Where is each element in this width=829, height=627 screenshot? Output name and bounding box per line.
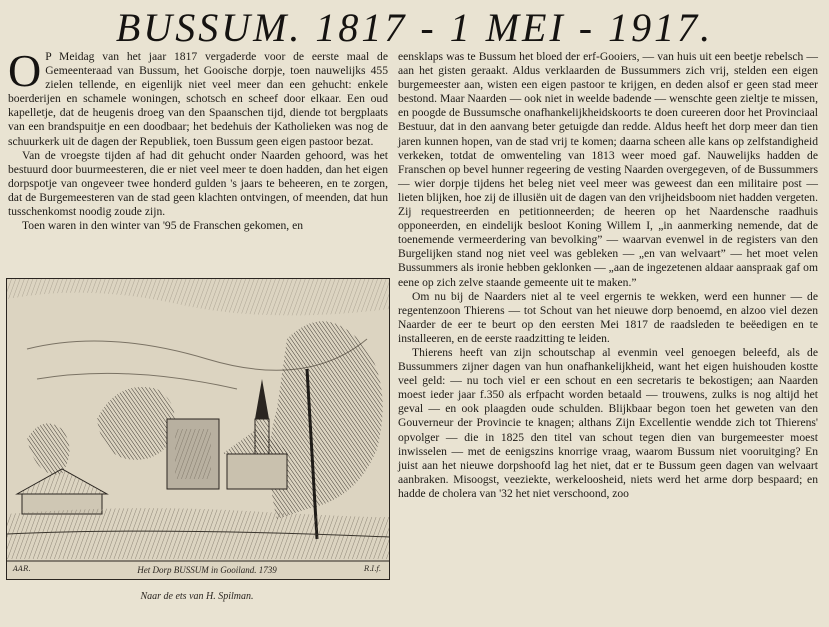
right-paragraph-1: eensklaps was te Bussum het bloed der erf-Gooiers, — van huis uit een beetje rebelsch — aan het gisten geraakt. Aldus verklaarden de Bussummers zich vrij, stelden een eigen burgemeester aan, wisten een eigen pastoor te krijgen, en deden alsof er geen stad meer bestond. Maar Naarden — ook niet in weelde badende — wenschte geen zieltje te missen, en poogde de Bussumsche onafhankelijkheidskoorts te doen cureeren door het Provinciaal Bestuur, dat in den aanvang beter getuigde dan redde. Aldus heeft het dorp meer dan tien jaren kunnen hopen, van de stad vrij te komen; daarna scheen alle kans op zelfstandigheid verkeken, totdat de omwenteling van 1813 weer moed gaf. Nauwelijks hadden de Franschen op bevel hunner regeering de vesting Naarden overgegeven, of de Bussummers — wier dorpje tijdens het beleg niet veel meer was geweest dan een militaire post — lieten blijken, hoe zij de illusiën uit de dagen van den vrijheidsboom niet hadden vergeten. Zij requestreerden en petitionneerden; de heeren op het Naardensche raadhuis opponeerden, en eindelijk besloot Koning Willem I, „in aanmerking nemende, dat de toenemende vermeerdering van bevolking” — waarvan evenwel in de registers van den Burgelijken stand nog niet veel was gebleken — „en van welvaart” — het moet velen Bussummers als ironie hebben geklonken — „aan de ingezetenen aldaar aanspraak gaf om eene op zich zelve staande gemeente uit te maken.”	[398, 50, 818, 289]
left-column	[8, 45, 388, 233]
etching-artist-mark: AAR.	[13, 565, 31, 573]
drop-cap: O	[8, 45, 42, 96]
paragraph-1-text: P Meidag van het jaar 1817 vergaderde voor de eerste maal de Gemeenteraad van Bussum, het Gooische dorpje, toen nauwelijks 455 zielen tellende, en eigenlijk niet veel meer dan een gehucht: enkele boerderijen en schamele woningen, schotsch en scheef door elkaar. Een oud kapelletje, dat de heugenis droeg van den Spaanschen tijd, diende tot bergplaats van een brandspuitje en een doodbaar; het bedehuis der Katholieken was nog de schuurkerk uit de dagen der Republiek, toen Bussum geen eigen pastoor bezat.	[8, 50, 388, 148]
etching-figure	[6, 278, 390, 580]
etching-engraver-mark: R.I.f.	[363, 565, 381, 573]
page-title: BUSSUM. 1817 - 1 MEI - 1917.	[115, 5, 714, 50]
paragraph-1	[8, 45, 388, 149]
figure-caption: Naar de ets van H. Spilman.	[140, 591, 254, 602]
paragraph-2: Van de vroegste tijden af had dit gehucht onder Naarden gehoord, was het bestuurd door buurmeesteren, die er niet veel meer te doen hadden, dan het eigen dorpspotje van ongeveer twee honderd gulden 's jaars te beheeren, en te zorgen, dat de Burgemeesteren van de stad geen klachten ontvingen, of meenden, dat hun tusschenkomst noodig zoude zijn.	[8, 148, 388, 219]
etching-inscription: Het Dorp BUSSUM in Gooiland. 1739	[137, 565, 277, 575]
right-paragraph-2: Om nu bij de Naarders niet al te veel ergernis te wekken, werd een hunner — de regentenzoon Thierens — tot Schout van het nieuwe dorp benoemd, en alzoo viel dezen Naarder de eer te beurt op den eersten Mei 1817 de raadsleden te beëedigen en te installeeren, en de eerste raadzitting te leiden.	[398, 289, 818, 345]
etching-illustration	[7, 279, 389, 579]
paragraph-3: Toen waren in den winter van '95 de Franschen gekomen, en	[22, 219, 304, 233]
right-paragraph-3: Thierens heeft van zijn schoutschap al evenmin veel genoegen beleefd, als de Bussummers zijner dagen van hun onafhankelijkheid, want het eigen huishouden kostte veel geld: — nu toch viel er een schout en een secretaris te bekostigen; aan Naarden moest ieder jaar f.350 als erfpacht worden betaald — trouwens, zulks is nog altijd het geval — en ook plaagden oude schulden. Blijkbaar begon toen het geweten van den Gouverneur der Provincie te knagen; althans Zijn Excellentie wendde zich tot Thierens' opvolger — die in 1825 den titel van schout tegen dien van burgemeester moest inwisselen — met de eenigszins knorrige vraag, waarom Bussum niet vooruitging? En juist aan het nieuwe dorpshoofd lag het niet, dat er te Bussum geen dagen van welvaart aanbraken. Misoogst, veeziekte, werkeloosheid, niets werd het arme dorp bespaard; en hadde de cholera van '32 het niet verschoond, zoo	[398, 345, 818, 500]
right-column	[398, 50, 818, 501]
